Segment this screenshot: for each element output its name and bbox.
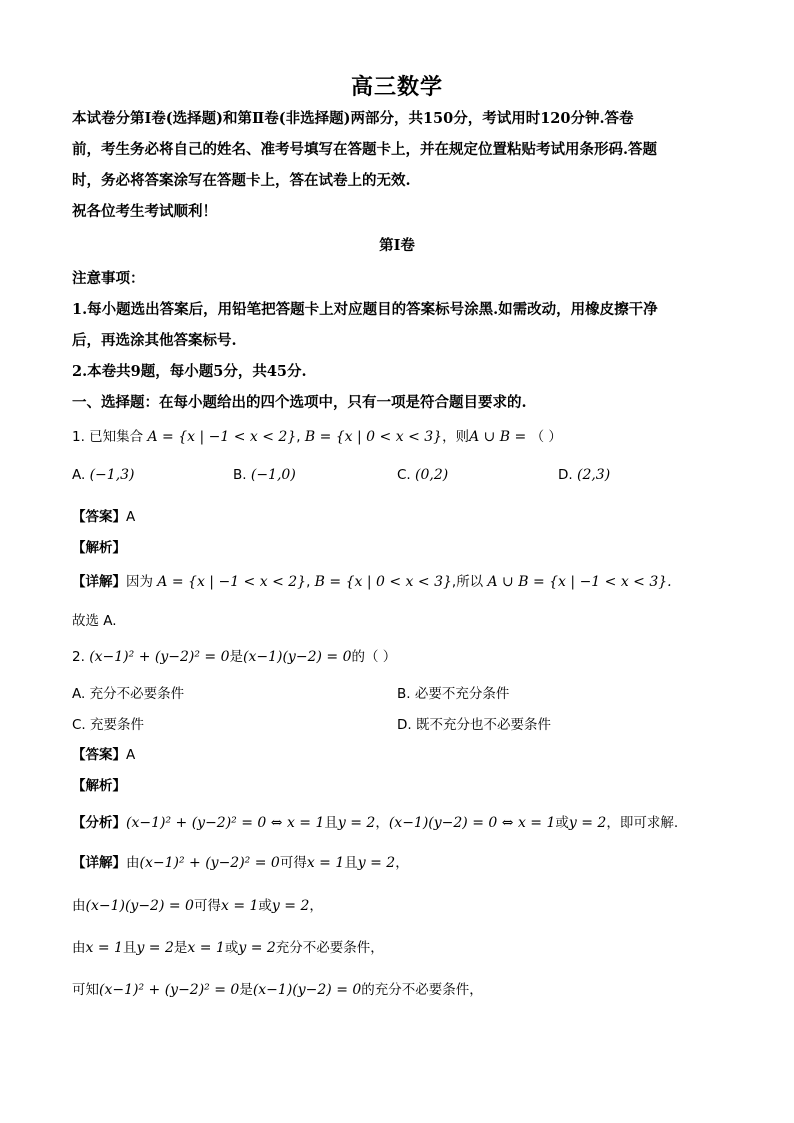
q2-detail-2: 由(x−1)(y−2) = 0可得x = 1或y = 2， [72,898,323,914]
q2-detail-4: 可知(x−1)² + (y−2)² = 0是(x−1)(y−2) = 0的充分不必要条件， [72,982,483,998]
notice-line-1: 1.每小题选出答案后，用铅笔把答题卡上对应题目的答案标号涂黑.如需改动，用橡皮擦干净 [72,301,658,318]
q2-answer: 【答案】A [72,747,136,763]
q1-mid: ，则 [442,429,470,445]
intro-line-3: 时，务必将答案涂写在答题卡上，答在试卷上的无效. [72,172,411,189]
volume-title: 第Ⅰ卷 [379,237,415,254]
q1-option-c: C. (0,2) [397,467,449,483]
q1-set-a: A = {x | −1 < x < 2} [147,429,297,445]
q1-analysis-tag: 【解析】 [72,540,126,556]
q2-analysis-tag: 【解析】 [72,778,126,794]
q1-conclusion: 故选 A. [72,613,117,629]
q1-stem: 1. 已知集合 A = {x | −1 < x < 2}, B = {x | 0 < x < 3}，则A ∪ B = （ ） [72,429,562,445]
q1-ask: A ∪ B = [469,429,527,445]
intro-line-4: 祝各位考生考试顺利！ [72,203,217,220]
q1-answer: 【答案】A [72,509,136,525]
q1-detail: 【详解】因为 A = {x | −1 < x < 2}, B = {x | 0 < x < 3},所以 A ∪ B = {x | −1 < x < 3}. [72,574,672,590]
section-heading: 一、选择题：在每小题给出的四个选项中，只有一项是符合题目要求的. [72,394,527,411]
q1-set-b: B = {x | 0 < x < 3} [304,429,443,445]
q2-option-b: B. 必要不充分条件 [397,686,510,702]
notice-heading: 注意事项： [72,270,145,287]
intro-line-1: 本试卷分第Ⅰ卷(选择题)和第Ⅱ卷(非选择题)两部分，共150分，考试用时120分钟.答卷 [72,110,634,127]
intro-line-2: 前，考生务必将自己的姓名、准考号填写在答题卡上，并在规定位置粘贴考试用条形码.答题 [72,141,658,158]
q1-tail: （ ） [530,429,562,445]
q2-option-a: A. 充分不必要条件 [72,686,185,702]
q1-option-d: D. (2,3) [558,467,611,483]
q1-option-b: B. (−1,0) [233,467,296,483]
q2-detail-3: 由x = 1且y = 2是x = 1或y = 2充分不必要条件， [72,940,384,956]
q2-stem: 2. (x−1)² + (y−2)² = 0是(x−1)(y−2) = 0的（ ） [72,649,397,665]
q1-prefix: 1. 已知集合 [72,429,144,445]
q2-option-d: D. 既不充分也不必要条件 [397,717,551,733]
notice-line-2: 后，再选涂其他答案标号. [72,332,237,349]
q2-option-c: C. 充要条件 [72,717,145,733]
q1-option-a: A. (−1,3) [72,467,135,483]
notice-line-3: 2.本卷共9题，每小题5分，共45分. [72,363,307,380]
q2-fenxi: 【分析】(x−1)² + (y−2)² = 0 ⇔ x = 1且y = 2，(x−1)(y−2) = 0 ⇔ x = 1或y = 2，即可求解. [72,815,679,831]
q2-detail-1: 【详解】由(x−1)² + (y−2)² = 0可得x = 1且y = 2， [72,855,409,871]
page-title: 高三数学 [350,74,443,100]
